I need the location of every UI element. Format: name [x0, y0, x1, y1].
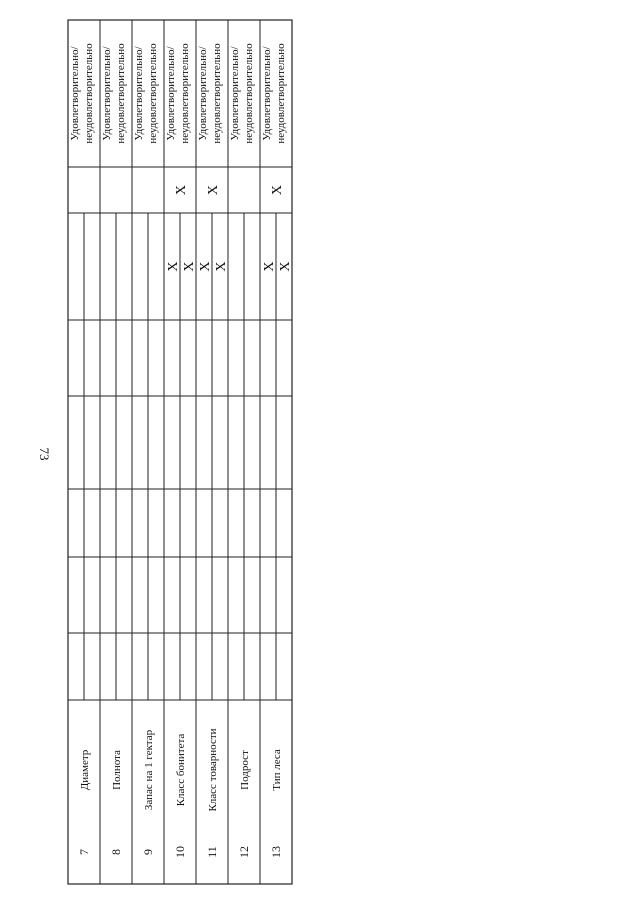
row-number: 10: [173, 846, 187, 858]
cross-mark: X: [214, 261, 229, 272]
row-label: Класс товарности: [207, 728, 219, 812]
cross-mark: X: [166, 261, 181, 272]
assessment-line1: Удовлетворительно/: [133, 46, 145, 141]
assessment-line2: неудовлетворительно: [179, 43, 191, 144]
cross-mark: X: [278, 261, 293, 272]
cross-mark: X: [182, 261, 197, 272]
row-number: 12: [237, 846, 251, 858]
assessment-line2: неудовлетворительно: [243, 43, 255, 144]
page-number: 73: [37, 447, 52, 461]
assessment-line1: Удовлетворительно/: [229, 46, 241, 141]
assessment-line2: неудовлетворительно: [147, 43, 159, 144]
assessment-line2: неудовлетворительно: [115, 43, 127, 144]
row-label: Класс бонитета: [175, 733, 187, 807]
cross-mark: X: [270, 184, 285, 196]
assessment-line1: Удовлетворительно/: [69, 46, 81, 141]
row-number: 9: [141, 849, 155, 855]
assessment-line1: Удовлетворительно/: [197, 46, 209, 141]
row-number: 13: [269, 846, 283, 858]
cross-mark: X: [198, 261, 213, 272]
assessment-line2: неудовлетворительно: [83, 43, 95, 144]
assessment-line1: Удовлетворительно/: [261, 46, 273, 141]
assessment-line1: Удовлетворительно/: [165, 46, 177, 141]
assessment-line2: неудовлетворительно: [211, 43, 223, 144]
cross-mark: X: [174, 184, 189, 196]
row-label: Диаметр: [79, 749, 91, 791]
assessment-line1: Удовлетворительно/: [101, 46, 113, 141]
row-number: 8: [109, 849, 123, 855]
row-label: Тип леса: [271, 749, 283, 791]
row-number: 11: [205, 846, 219, 858]
assessment-line2: неудовлетворительно: [275, 43, 287, 144]
cross-mark: X: [206, 184, 221, 196]
row-label: Полнота: [111, 750, 123, 790]
row-label: Подрост: [239, 750, 251, 790]
row-label: Запас на 1 гектар: [143, 729, 155, 811]
row-number: 7: [77, 849, 91, 855]
cross-mark: X: [262, 261, 277, 272]
